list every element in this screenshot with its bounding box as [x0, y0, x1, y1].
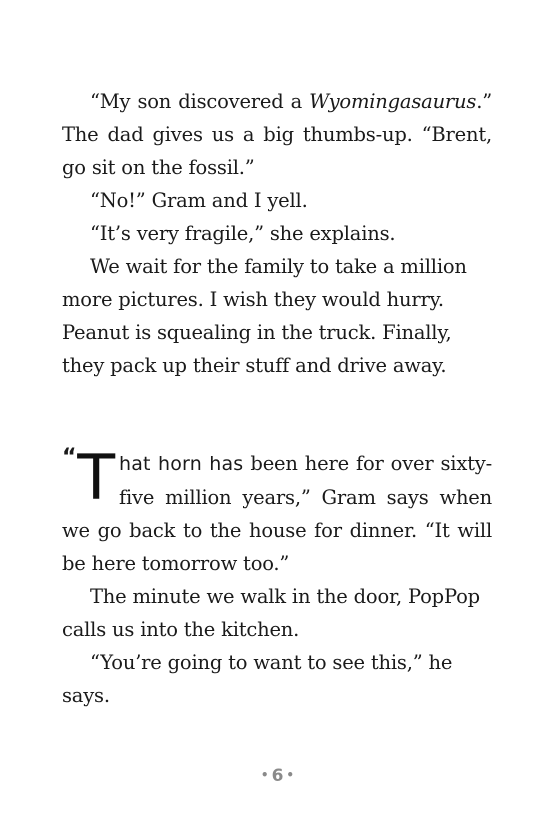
paragraph-5-rest: been here for over sixty-five million years,” Gram says when we go back to the house for dinner. “It will be here tomorrow too.” [62, 452, 492, 575]
dropcap-quote: “ [62, 445, 77, 470]
paragraph-1-end: .” The dad gives us a big thumbs-up. “Brent, go sit on the fossil.” [62, 90, 492, 179]
page-number-dot-right: • [286, 768, 295, 782]
paragraph-6: The minute we walk in the door, PopPop calls us into the kitchen. [62, 585, 480, 641]
paragraph-3: “It’s very fragile,” she explains. [90, 222, 396, 245]
lead-in-text: hat horn has [118, 453, 244, 475]
section-break [62, 382, 492, 447]
page-number-dot-left: • [260, 768, 269, 782]
paragraph-1 [62, 85, 492, 184]
paragraph-4: We wait for the family to take a million more pictures. I wish they would hurry. Peanut is squealing in the truck. Finally, they pack up their stuff and drive away. [62, 255, 467, 377]
paragraph-7: “You’re going to want to see this,” he says. [62, 651, 453, 707]
page-body [62, 85, 492, 712]
paragraph-1-start: “My son discovered a [90, 90, 310, 113]
paragraph-5 [62, 441, 492, 580]
page-number-footer [0, 766, 555, 786]
dropcap-letter: T [77, 441, 115, 514]
dinosaur-name: Wyomingasaurus [309, 90, 477, 113]
paragraph-2: “No!” Gram and I yell. [90, 189, 308, 212]
page-number: 6 [271, 766, 284, 786]
